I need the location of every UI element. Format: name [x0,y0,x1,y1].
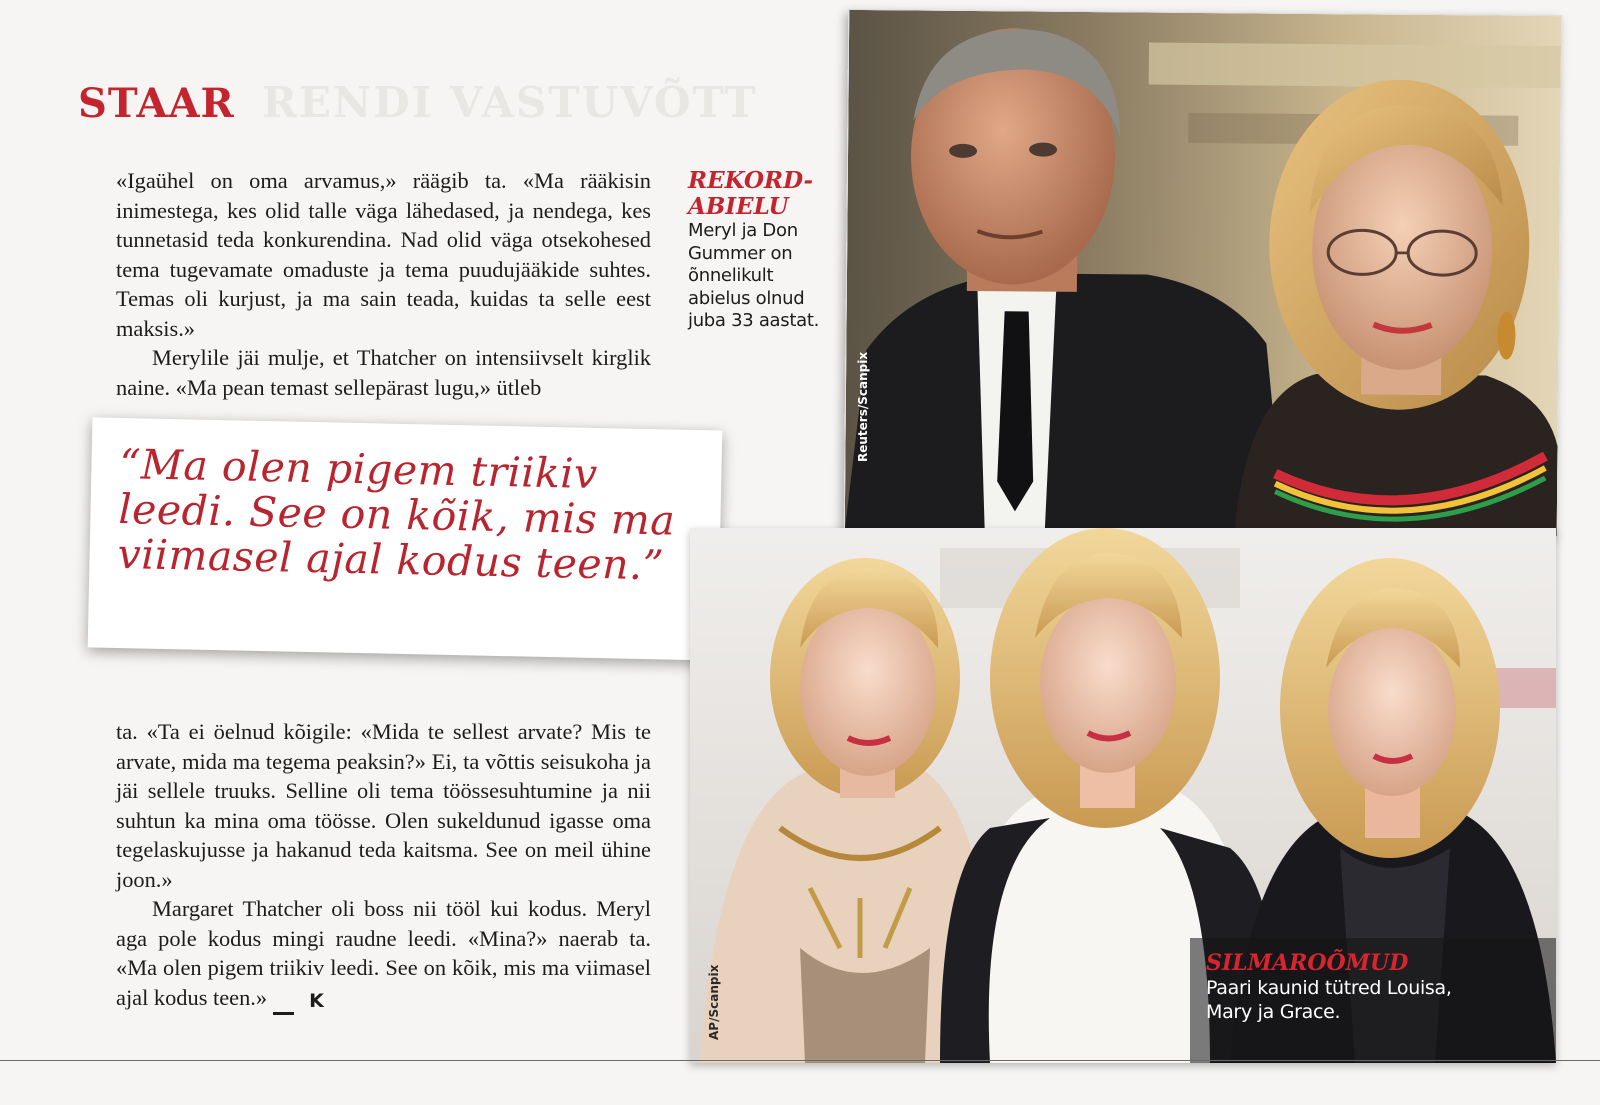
page-bottom-rule [0,1060,1600,1061]
article-column-top [116,166,651,402]
photo-credit: AP/Scanpix [707,964,721,1040]
article-paragraph-text: Margaret Thatcher oli boss nii tööl kui kodus. Meryl aga pole kodus mingi raudne leedi. «Mina?» naerab ta. «Ma olen pigem triikiv leedi. See on kõik, mis ma viimasel ajal kodus teen.» [116,896,651,1010]
photo-couple-illustration [845,10,1562,536]
article-paragraph: «Igaühel on oma arvamus,» räägib ta. «Ma rääkisin inimestega, kes olid talle väga lähedased, ja nendega, kes tunnetasid teda konkurendina. Nad olid väga otsekohesed tema tugevamate omaduste ja tema puudujääkide suhtes. Temas oli kurjust, ja ma sain teada, kuidas ta selle eest maksis.» [116,168,651,341]
article-end-mark: K [273,991,294,1015]
pull-quote-text: “Ma olen pigem triikiv leedi. See on kõik, mis ma viimasel ajal kodus teen.” [117,440,676,590]
photo-caption-couple [688,168,838,333]
caption-heading: SILMAROÕMUD [1206,950,1409,976]
caption-text: Meryl ja Don Gummer on õnnelikult abielus olnud juba 33 aastat. [688,220,820,331]
article-paragraph-last [116,894,651,1015]
caption-heading: REKORD-ABIELU [688,167,814,220]
photo-credit: Reuters/Scanpix [856,351,870,462]
background-headline-ghost: RENDI VASTUVÕTT [262,78,758,127]
article-paragraph: Merylile jäi mulje, et Thatcher on intensiivselt kirglik naine. «Ma pean temast sellepärast lugu,» ütleb [116,345,651,400]
photo-couple [844,9,1563,537]
article-column-bottom [116,717,651,1015]
article-paragraph: ta. «Ta ei öelnud kõigile: «Mida te sellest arvate? Mis te arvate, mida ma tegema peaksin?» Ei, ta võttis seisukoha ja jäi sellele truuks. Selline oli tema töössesuhtumine ja nii suhtun ka mina oma töösse. Olen sukeldunud igasse oma tegelaskujusse ja hakanud teda kaitsma. See on meil ühine joon.» [116,719,651,892]
caption-text: Paari kaunid tütred Louisa, Mary ja Grace. [1206,977,1452,1023]
section-label: STAAR [78,80,235,127]
pull-quote-card [88,417,723,660]
photo-caption-daughters [1206,950,1496,1024]
